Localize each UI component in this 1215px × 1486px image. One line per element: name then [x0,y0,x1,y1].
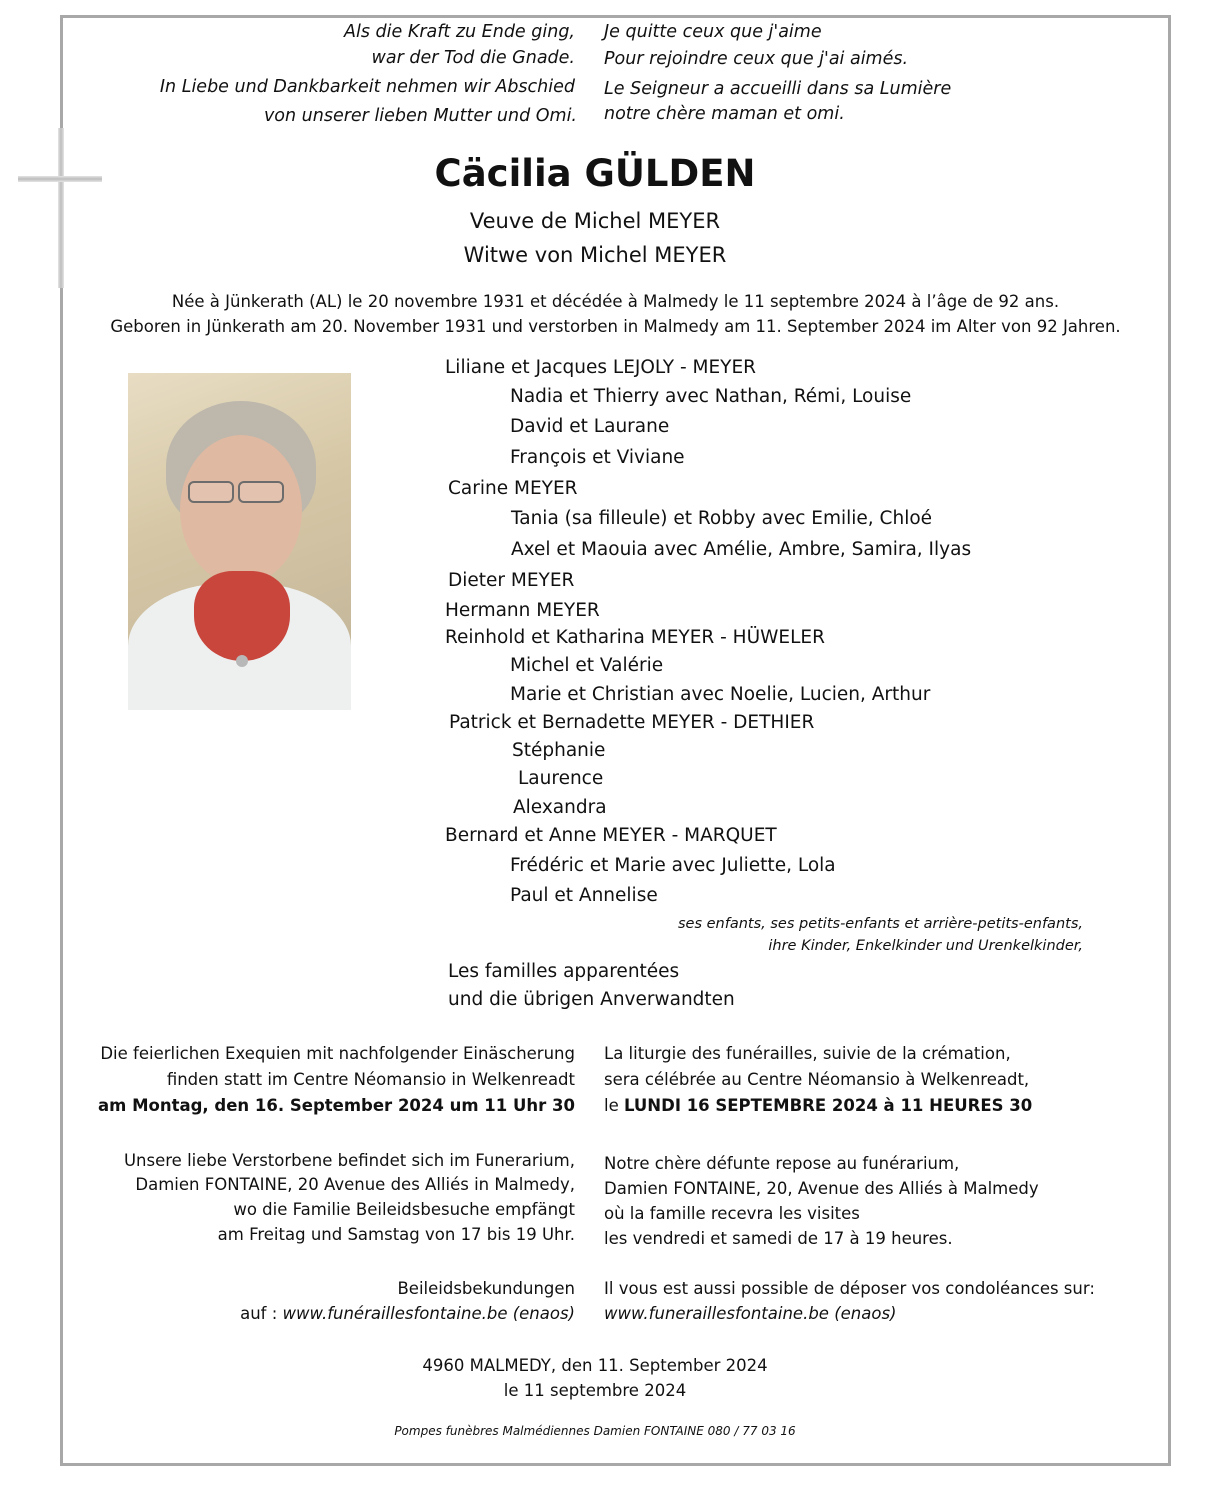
family-line: Laurence [518,768,604,789]
service-de-date: am Montag, den 16. September 2024 um 11 Uhr 30 [98,1096,575,1115]
children-note-fr: ses enfants, ses petits-enfants et arrière-petits-enfants, [677,916,1083,932]
quote-fr-line: Je quitte ceux que j'aime [604,22,822,42]
family-line: Nadia et Thierry avec Nathan, Rémi, Louise [510,386,912,407]
service-de-line: finden statt im Centre Néomansio in Welkenreadt [166,1070,575,1089]
family-line: Michel et Valérie [510,655,664,676]
family-line: Liliane et Jacques LEJOLY - MEYER [445,357,756,378]
cross-icon-vertical [58,128,64,288]
family-line: Axel et Maouia avec Amélie, Ambre, Samira, Ilyas [511,539,972,560]
family-line: Bernard et Anne MEYER - MARQUET [445,825,777,846]
family-line: Carine MEYER [448,478,578,499]
family-line: Marie et Christian avec Noelie, Lucien, Arthur [510,684,931,705]
family-line: Paul et Annelise [510,885,658,906]
quote-de-line: war der Tod die Gnade. [371,48,575,68]
family-line: Alexandra [513,797,607,818]
rest-de-line: am Freitag und Samstag von 17 bis 19 Uhr. [217,1225,575,1244]
rest-fr-line: les vendredi et samedi de 17 à 19 heures. [604,1229,953,1248]
birth-death-fr: Née à Jünkerath (AL) le 20 novembre 1931 et décédée à Malmedy le 11 septembre 2024 à l’âge de 92 ans. [171,292,1060,311]
family-line: Reinhold et Katharina MEYER - HÜWELER [445,627,825,648]
rest-fr-line: où la famille recevra les visites [604,1204,860,1223]
quote-de-line: In Liebe und Dankbarkeit nehmen wir Abschied [159,77,575,97]
children-note-de: ihre Kinder, Enkelkinder und Urenkelkinder, [768,938,1083,954]
quote-fr-line: Pour rejoindre ceux que j'ai aimés. [604,49,909,69]
condolences-de-line [240,1304,575,1323]
deceased-name: Cäcilia GÜLDEN [434,152,756,195]
birth-death-de: Geboren in Jünkerath am 20. November 1931 und verstorben in Malmedy am 11. September 2024 im Alter von 92 Jahren. [110,317,1121,336]
family-line: Tania (sa filleule) et Robby avec Emilie, Chloé [511,508,933,529]
family-line: David et Laurane [510,416,670,437]
rest-de-line: wo die Familie Beileidsbesuche empfängt [233,1200,575,1219]
family-line: Hermann MEYER [445,600,600,621]
rest-de-line: Unsere liebe Verstorbene befindet sich im Funerarium, [123,1151,575,1170]
service-fr-date: LUNDI 16 SEPTEMBRE 2024 à 11 HEURES 30 [623,1096,1033,1115]
cross-icon-horizontal [18,176,102,182]
widow-de: Witwe von Michel MEYER [463,243,727,267]
service-fr-line: La liturgie des funérailles, suivie de la crémation, [604,1044,1011,1063]
condolences-de-link[interactable]: www.funéraillesfontaine.be (enaos) [282,1304,575,1323]
relatives-de: und die übrigen Anverwandten [448,989,735,1010]
quote-de-line: Als die Kraft zu Ende ging, [344,22,575,42]
service-fr-line: sera célébrée au Centre Néomansio à Welkenreadt, [604,1070,1030,1089]
family-line: Patrick et Bernadette MEYER - DETHIER [449,712,815,733]
condolences-fr-link[interactable]: www.funeraillesfontaine.be (enaos) [604,1304,897,1323]
quote-fr-line: notre chère maman et omi. [604,104,845,124]
service-de-line: Die feierlichen Exequien mit nachfolgender Einäscherung [100,1044,575,1063]
place-date-fr: le 11 septembre 2024 [503,1381,687,1400]
family-line: Dieter MEYER [448,570,575,591]
family-line: François et Viviane [510,447,685,468]
relatives-fr: Les familles apparentées [448,961,680,982]
widow-fr: Veuve de Michel MEYER [469,209,721,233]
rest-de-line: Damien FONTAINE, 20 Avenue des Alliés in Malmedy, [135,1175,575,1194]
condolences-fr-title: Il vous est aussi possible de déposer vos condoléances sur: [604,1279,1095,1298]
condolences-de-prefix: auf : [240,1304,283,1323]
family-line: Stéphanie [512,740,606,761]
quote-de-line: von unserer lieben Mutter und Omi. [263,106,577,126]
rest-fr-line: Damien FONTAINE, 20, Avenue des Alliés à Malmedy [604,1179,1039,1198]
portrait-photo [128,373,351,710]
condolences-de-title: Beileidsbekundungen [397,1279,575,1298]
place-date-de: 4960 MALMEDY, den 11. September 2024 [422,1356,768,1375]
service-fr-prefix: le [604,1096,624,1115]
undertaker-footer: Pompes funèbres Malmédiennes Damien FONTAINE 080 / 77 03 16 [394,1424,796,1438]
rest-fr-line: Notre chère défunte repose au funérarium, [604,1154,960,1173]
quote-fr-line: Le Seigneur a accueilli dans sa Lumière [604,79,952,99]
family-line: Frédéric et Marie avec Juliette, Lola [510,855,836,876]
service-fr-date-line [604,1096,1032,1115]
